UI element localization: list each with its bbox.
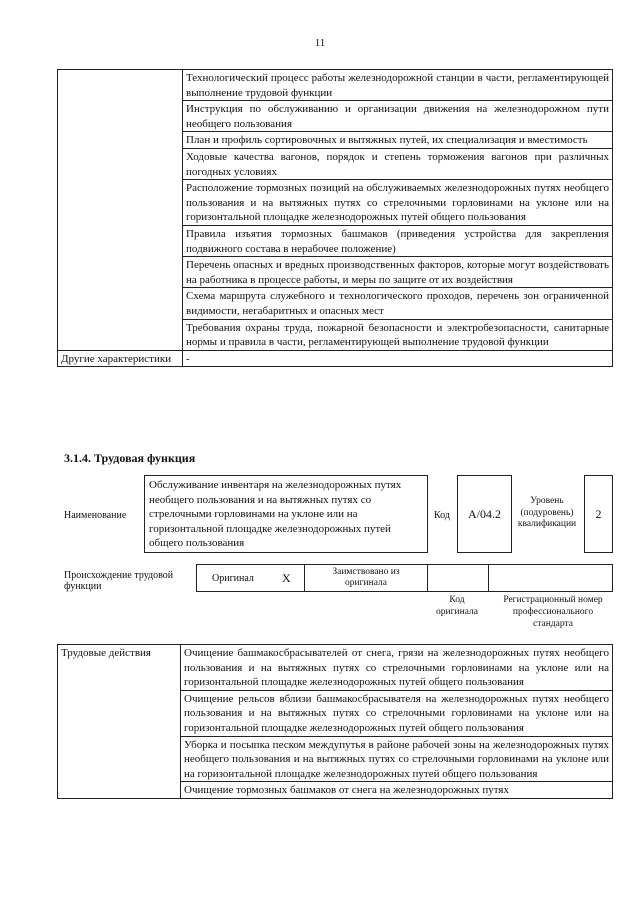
table-row	[58, 70, 613, 101]
level-label: Уровень (подуровень) квалификации	[517, 496, 577, 529]
code-original-label: Код оригинала	[436, 595, 478, 617]
actions-table	[57, 644, 613, 799]
row-value: Расположение тормозных позиций на обслуживаемых железнодорожных путях необщего пользования и на вытяжных путях со стрелочными горловинами на уклоне или на горизонтальной площадке железнодорожных путей общего пользования	[183, 180, 613, 226]
original-label: Оригинал	[212, 573, 254, 584]
row-label	[58, 70, 183, 351]
section-heading: 3.1.4. Трудовая функция	[64, 451, 196, 465]
origin-label: Происхождение трудовой функции	[64, 570, 174, 592]
reg-number-label: Регистрационный номер профессионального стандарта	[503, 595, 603, 629]
action-item: Очищение башмакосбрасывателей от снега, грязи на железнодорожных путях необщего пользования и на вытяжных путях со стрелочными горловинами на уклоне или на горизонтальной площадке железнодорожных путей общего пользования	[181, 645, 613, 691]
action-item: Уборка и посыпка песком междупутья в районе рабочей зоны на железнодорожных путях необщего пользования и на вытяжных путях со стрелочными горловинами на уклоне или на горизонтальной площадке железнодорожных путей общего пользования	[181, 736, 613, 782]
row-value: Ходовые качества вагонов, порядок и степень торможения вагонов при различных погодных условиях	[183, 148, 613, 179]
origin-box	[196, 564, 613, 592]
row-label: Другие характеристики	[58, 350, 183, 367]
code-box: A/04.2	[457, 475, 512, 553]
row-value: Инструкция по обслуживанию и организации движения на железнодорожном пути необщего пользования	[183, 101, 613, 132]
level-box: 2	[584, 475, 613, 553]
code-label: Код	[434, 510, 450, 521]
row-value: Технологический процесс работы железнодорожной станции в части, регламентирующей выполнение трудовой функции	[183, 70, 613, 101]
row-value: Перечень опасных и вредных производственных факторов, которые могут воздействовать на работника в процессе работы, и меры по защите от их воздействия	[183, 257, 613, 288]
row-value: -	[183, 350, 613, 367]
borrowed-label: Заимствовано из оригинала	[332, 567, 400, 588]
row-value: Правила изъятия тормозных башмаков (приведения устройства для закрепления подвижного состава в нерабочее положение)	[183, 225, 613, 256]
function-name-box: Обслуживание инвентаря на железнодорожных путях необщего пользования и на вытяжных путях со стрелочными горловинами на уклоне или на горизонтальной площадке железнодорожных путей общего пользования	[144, 475, 428, 553]
table-row	[58, 645, 613, 691]
actions-label: Трудовые действия	[58, 645, 181, 799]
action-item: Очищение тормозных башмаков от снега на железнодорожных путях	[181, 782, 613, 799]
row-value: План и профиль сортировочных и вытяжных путей, их специализация и вместимость	[183, 132, 613, 149]
row-value: Схема маршрута служебного и технологического проходов, перечень зон ограниченной видимости, негабаритных и опасных мест	[183, 288, 613, 319]
name-label: Наименование	[64, 510, 127, 521]
row-value: Требования охраны труда, пожарной безопасности и электробезопасности, санитарные нормы и правила в части, регламентирующей выполнение трудовой функции	[183, 319, 613, 350]
original-mark: X	[282, 571, 291, 585]
action-item: Очищение рельсов вблизи башмакосбрасывателя на железнодорожных путях необщего пользования и на вытяжных путях со стрелочными горловинами на уклоне или на горизонтальной площадке железнодорожных путей общего пользования	[181, 690, 613, 736]
knowledge-table	[57, 69, 613, 367]
table-row	[58, 350, 613, 367]
page-number: 11	[314, 37, 326, 49]
